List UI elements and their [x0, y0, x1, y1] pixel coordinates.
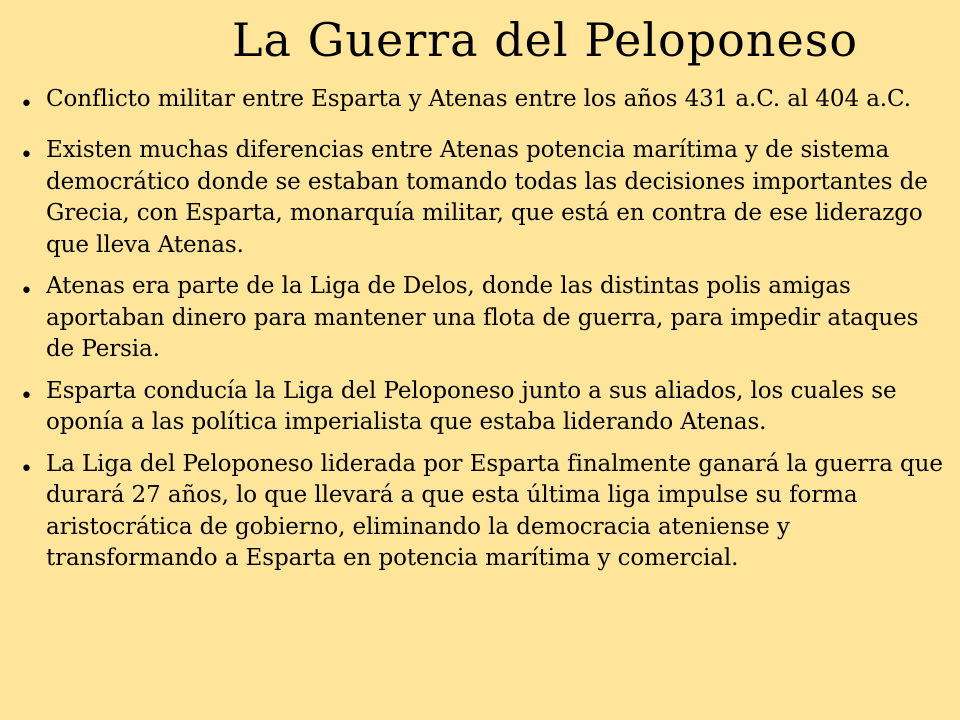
bullet-text: La Liga del Peloponeso liderada por Esparta finalmente ganará la guerra que durará 27 años, lo que llevará a que esta última liga impulse su forma aristocrática de gobierno, eliminando la democracia ateniense y transformando a Esparta en potencia marítima y comercial.	[46, 450, 943, 571]
bullet-icon: •	[20, 279, 33, 304]
bullet-list	[20, 84, 948, 585]
bullet-text: Atenas era parte de la Liga de Delos, donde las distintas polis amigas aportaban dinero para mantener una flota de guerra, para impedir ataques de Persia.	[46, 273, 919, 362]
bullet-icon: •	[20, 143, 33, 168]
bullet-text: Existen muchas diferencias entre Atenas potencia marítima y de sistema democrático donde se estaban tomando todas las decisiones importantes de Grecia, con Esparta, monarquía militar, que está en contra de ese liderazgo que lleva Atenas.	[46, 137, 928, 258]
bullet-item	[20, 84, 948, 125]
bullet-item	[20, 376, 948, 439]
bullet-item	[20, 449, 948, 575]
slide-title: La Guerra del Peloponeso	[232, 13, 859, 67]
bullet-icon: •	[20, 92, 33, 117]
bullet-text: Conflicto militar entre Esparta y Atenas entre los años 431 a.C. al 404 a.C.	[46, 86, 911, 112]
bullet-text: Esparta conducía la Liga del Peloponeso junto a sus aliados, los cuales se oponía a las política imperialista que estaba liderando Atenas.	[46, 377, 897, 435]
bullet-item	[20, 135, 948, 261]
bullet-icon: •	[20, 383, 33, 409]
bullet-item	[20, 271, 948, 366]
bullet-icon: •	[20, 456, 33, 482]
